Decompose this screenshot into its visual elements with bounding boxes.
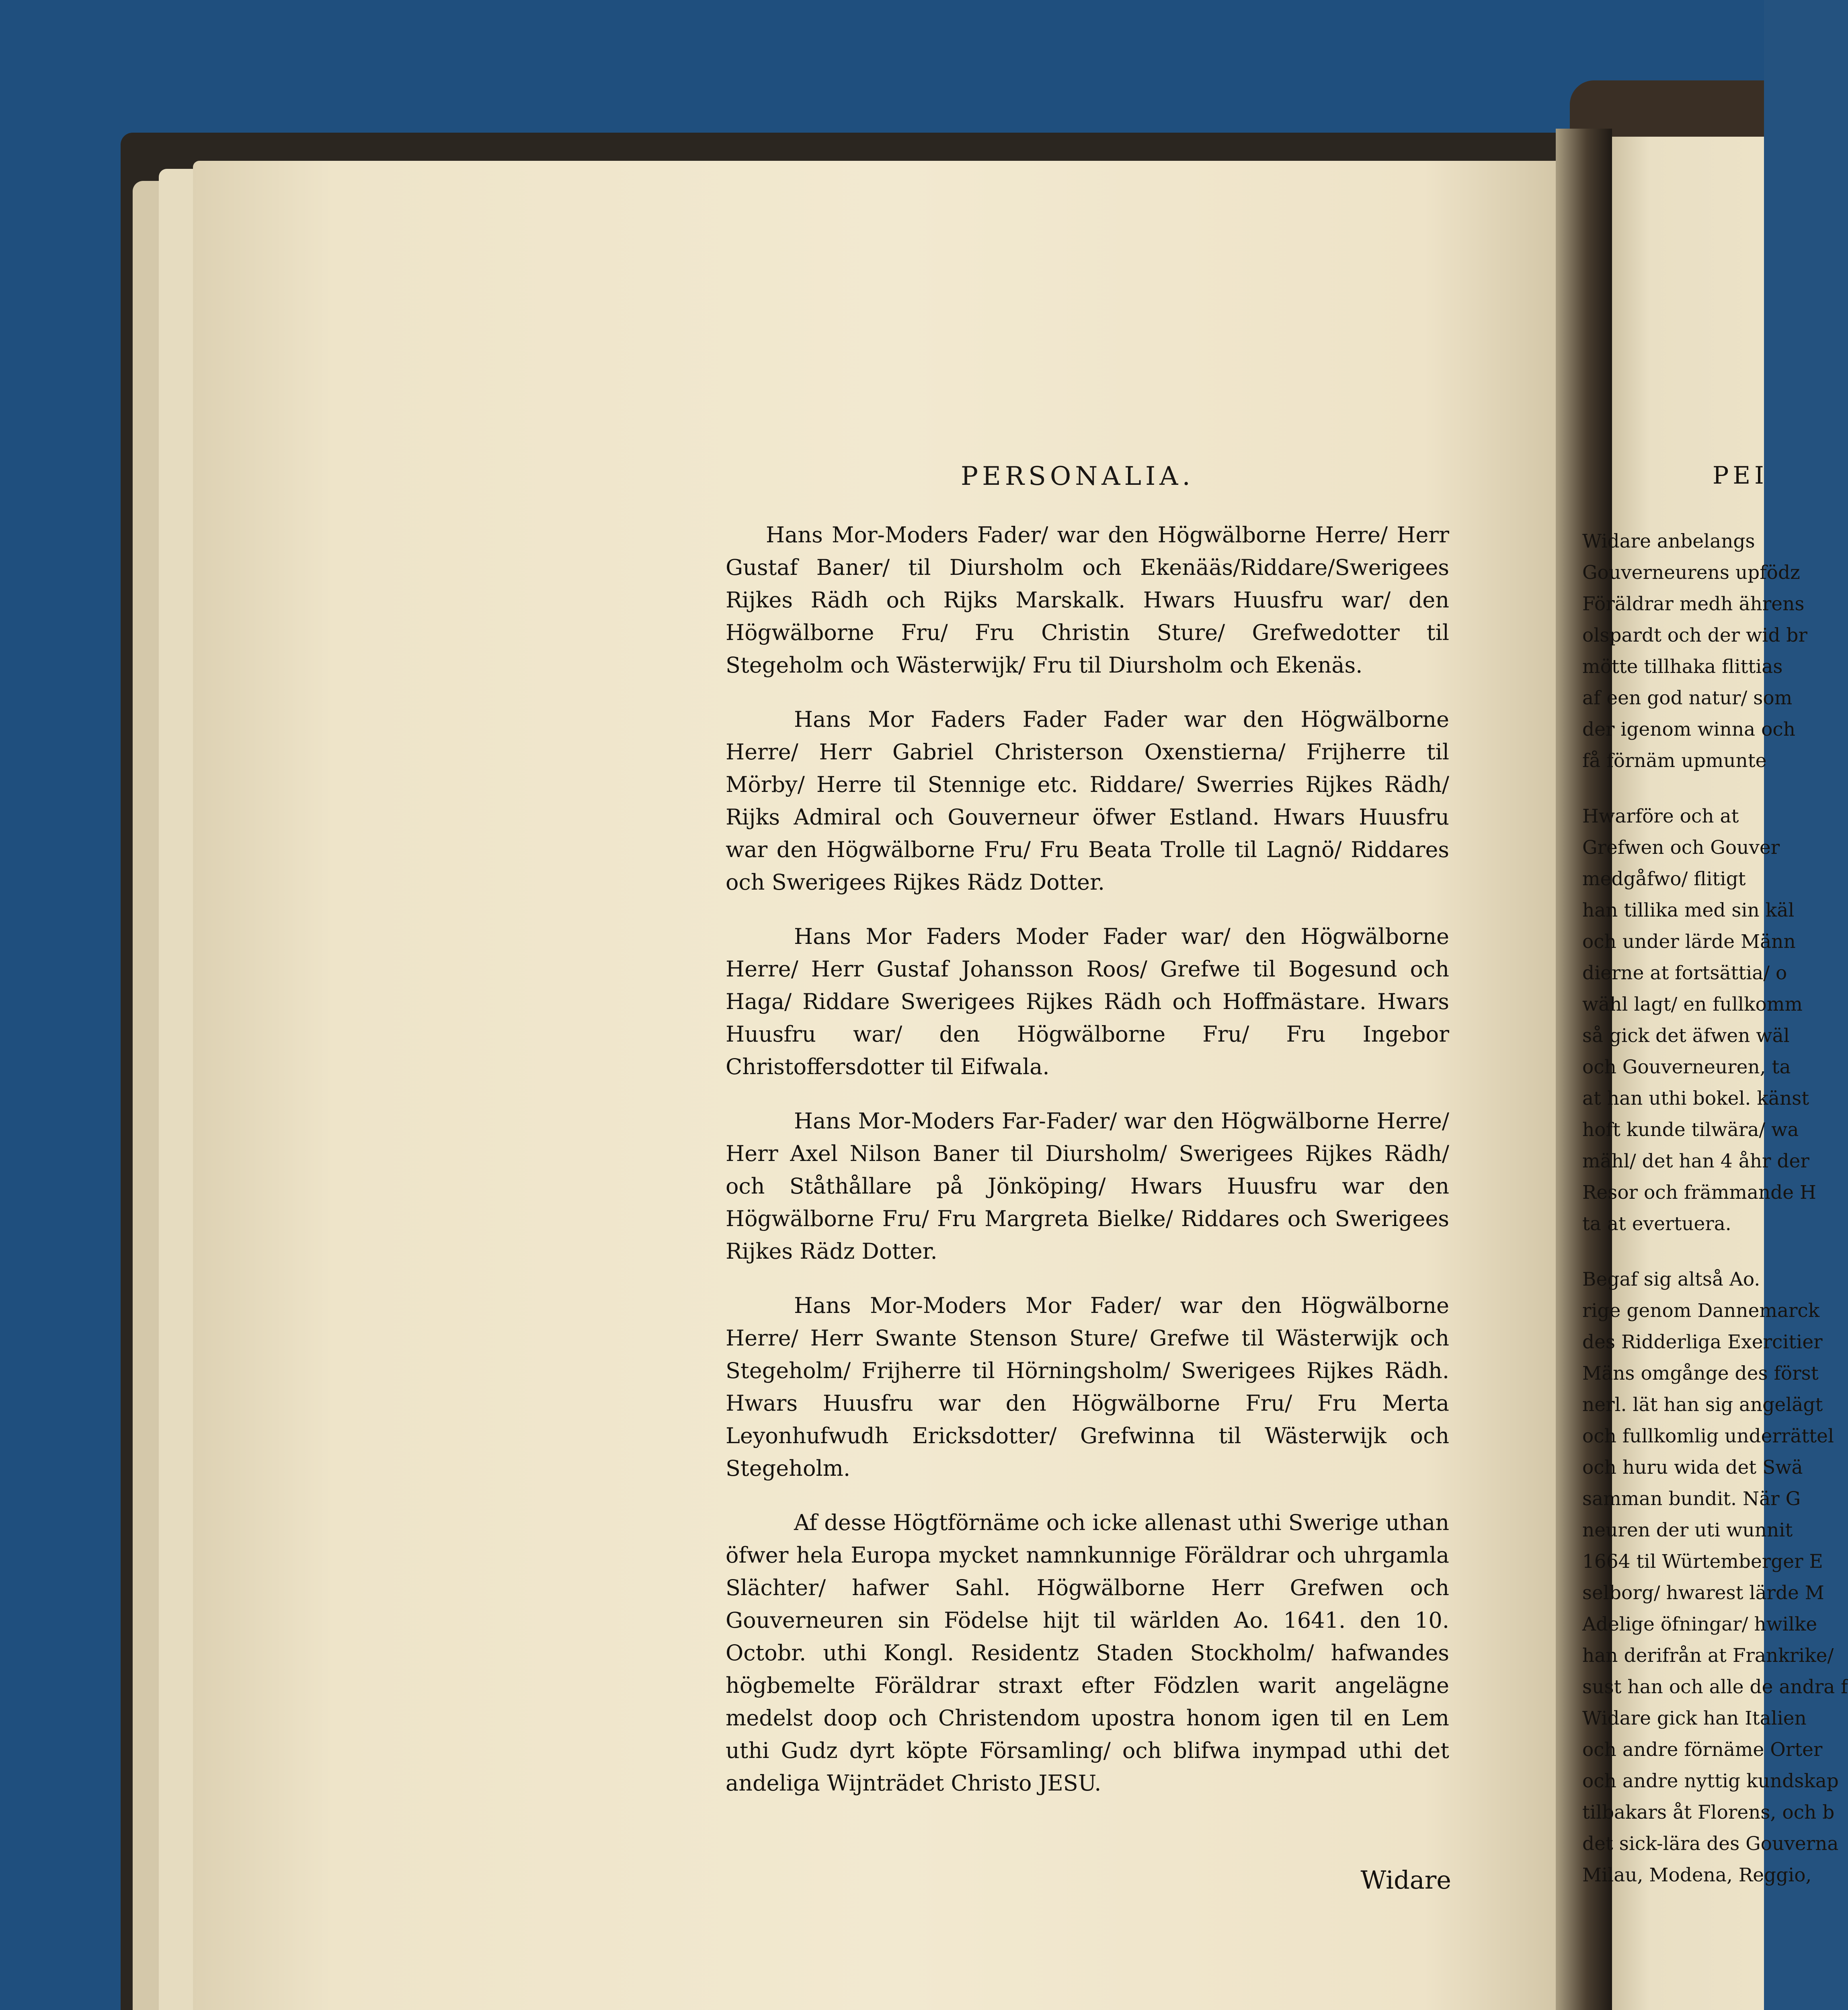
right-page-line: Begaf sig altså Ao. — [1582, 1268, 1760, 1290]
right-page-line: så gick det äfwen wäl — [1582, 1025, 1790, 1047]
right-paragraph-c — [1580, 1264, 1848, 1891]
main-text-block — [726, 519, 1449, 1865]
catchword: Widare — [1360, 1865, 1451, 1895]
right-page-line: Föräldrar medh ährens — [1582, 593, 1805, 615]
right-page-line: 1664 til Würtemberger E — [1582, 1551, 1823, 1573]
paragraph-maternal-grandfather: Hans Mor-Moders Fader/ war den Högwälborne Herre/ Herr Gustaf Baner/ til Diursholm och Ekenääs/Riddare/Swerigees Rijkes Rädh och Rijks Marskalk. Hwars Huusfru war/ den Högwälborne Fru/ Fru Christin Sture/ Grefwedotter til Stegeholm och Wästerwijk/ Fru til Diursholm och Ekenäs. — [726, 522, 1449, 678]
right-page-line: Resor och främmande H — [1582, 1181, 1816, 1204]
right-page-line: medgåfwo/ flitigt — [1582, 868, 1746, 890]
running-head: PERSONALIA. — [961, 461, 1194, 491]
right-page-line: sust han och alle de andra f — [1582, 1676, 1848, 1698]
right-page-line: Milau, Modena, Reggio, — [1582, 1864, 1812, 1886]
paragraph-great-grandfather-oxenstierna: Hans Mor Faders Fader Fader war den Högwälborne Herre/ Herr Gabriel Christerson Oxenstierna/ Frijherre til Mörby/ Herre til Stennige etc. Riddare/ Swerries Rijkes Rädh/ Rijks Admiral och Gouverneur öfwer Estland. Hwars Huusfru war den Högwälborne Fru/ Fru Beata Trolle til Lagnö/ Riddares och Swerigees Rijkes Rädz Dotter. — [726, 707, 1449, 895]
right-page-text — [1580, 461, 1848, 1909]
right-page-line: neuren der uti wunnit — [1582, 1519, 1793, 1541]
right-page-line: hoft kunde tilwära/ wa — [1582, 1119, 1799, 1141]
right-page-line: af een god natur/ som — [1582, 687, 1793, 709]
paragraph-great-grandfather-roos: Hans Mor Faders Moder Fader war/ den Högwälborne Herre/ Herr Gustaf Johansson Roos/ Grefwe til Bogesund och Haga/ Riddare Swerigees Rijkes Rädh och Hoffmästare. Hwars Huusfru war/ den Högwälborne Fru/ Fru Ingebor Christoffersdotter til Eifwala. — [726, 924, 1449, 1079]
right-page-line: nerl. lät han sig angelägt — [1582, 1394, 1823, 1416]
paragraph-birth: Af desse Högtförnäme och icke allenast uthi Swerige uthan öfwer hela Europa mycket namnkunnige Föräldrar och uhrgamla Slächter/ hafwer Sahl. Högwälborne Herr Grefwen och Gouverneuren sin Födelse hijt til wärlden Ao. 1641. den 10. Octobr. uthi Kongl. Residentz Staden Stockholm/ hafwandes högbemelte Föräldrar straxt efter Födzlen warit angelägne medelst doop och Christendom upostra honom igen til en Lem uthi Gudz dyrt köpte Församling/ och blifwa inympad uthi det andeliga Wijnträdet Christo JESU. — [726, 1510, 1449, 1796]
right-page-line: des Ridderliga Exercitier — [1582, 1331, 1823, 1353]
right-page-line: Widare anbelangs — [1582, 530, 1755, 552]
right-page-line: selborg/ hwarest lärde M — [1582, 1582, 1824, 1604]
right-page-line: han derifrån at Frankrike/ — [1582, 1645, 1834, 1667]
right-page-line: det sick-lära des Gouverna — [1582, 1833, 1839, 1855]
right-page-line: samman bundit. När G — [1582, 1488, 1801, 1510]
right-page-line: och huru wida det Swä — [1582, 1456, 1803, 1479]
right-page-line: och fullkomlig underrättel — [1582, 1425, 1834, 1447]
right-page-line: ta at evertuera. — [1582, 1213, 1731, 1235]
paragraph-great-grandfather-baner: Hans Mor-Moders Far-Fader/ war den Högwälborne Herre/ Herr Axel Nilson Baner til Diursholm/ Swerigees Rijkes Rädh/ och Ståthållare på Jönköping/ Hwars Huusfru war den Högwälborne Fru/ Fru Margreta Bielke/ Riddares och Swerigees Rijkes Rädz Dotter. — [726, 1108, 1449, 1264]
right-paragraph-a — [1580, 526, 1807, 777]
right-page-line: wähl lagt/ en fullkomm — [1582, 993, 1803, 1015]
right-page-line: Widare gick han Italien — [1582, 1707, 1807, 1729]
right-page-line: der igenom winna och — [1582, 718, 1795, 740]
right-page-line: Grefwen och Gouver — [1582, 837, 1780, 859]
right-page-line: mähl/ det han 4 åhr der — [1582, 1150, 1809, 1172]
right-page-line: at han uthi bokel. känst — [1582, 1087, 1809, 1110]
right-page-line: och Gouverneuren, ta — [1582, 1056, 1791, 1078]
right-page-line: han tillika med sin käl — [1582, 899, 1795, 921]
right-page-line: och under lärde Männ — [1582, 931, 1796, 953]
right-page-line: och andre förnäme Orter — [1582, 1739, 1823, 1761]
right-page-line: och andre nyttig kundskap — [1582, 1770, 1839, 1792]
right-page-line: rige genom Dannemarck — [1582, 1300, 1820, 1322]
right-page-line: Gouverneurens upfödz — [1582, 562, 1800, 584]
right-page-line: få förnäm upmunte — [1582, 750, 1767, 772]
right-page-line: mötte tillhaka flittias — [1582, 656, 1783, 678]
right-page-line: tilbakars åt Florens, och b — [1582, 1801, 1835, 1823]
paragraph-great-grandfather-sture: Hans Mor-Moders Mor Fader/ war den Högwälborne Herre/ Herr Swante Stenson Sture/ Grefwe til Wästerwijk och Stegeholm/ Frijherre til Hörningsholm/ Swerigees Rijkes Rädh. Hwars Huusfru war den Högwälborne Fru/ Fru Merta Leyonhufwudh Ericksdotter/ Grefwinna til Wästerwijk och Stegeholm. — [726, 1293, 1449, 1481]
right-page-line: Mäns omgånge des först — [1582, 1362, 1819, 1384]
right-page-line: olspardt och der wid br — [1582, 624, 1807, 646]
right-page-line: dierne at fortsättia/ o — [1582, 962, 1787, 984]
right-paragraph-b — [1580, 801, 1816, 1240]
right-running-head: PEI — [1713, 461, 1768, 490]
right-page-line: Adelige öfningar/ hwilke — [1582, 1613, 1817, 1635]
right-page-line: Hwarföre och at — [1582, 805, 1739, 827]
